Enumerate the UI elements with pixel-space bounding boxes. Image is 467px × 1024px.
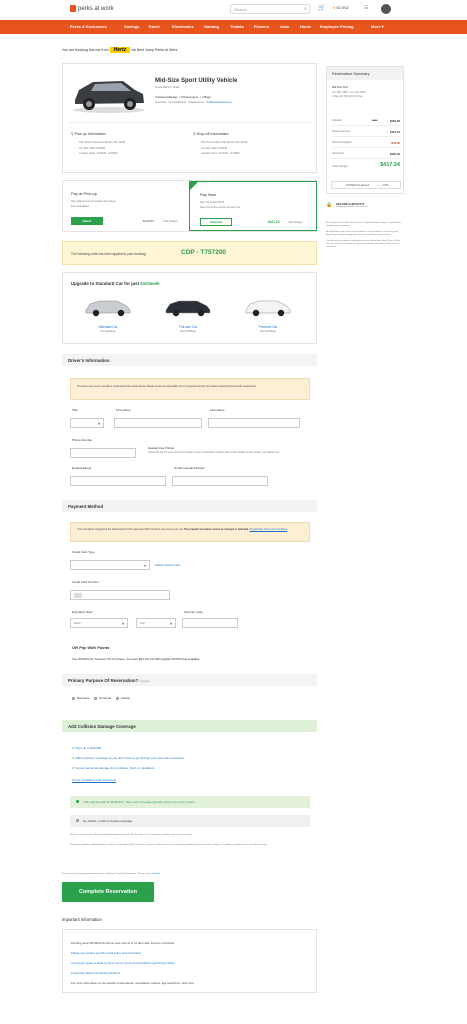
divider: [69, 122, 312, 123]
nav-item-2[interactable]: Travel: [148, 24, 160, 29]
chevron-down-icon: ▾: [169, 621, 172, 626]
check-icon: ✔: [72, 746, 75, 750]
upgrade-option-1[interactable]: Full-size Car Plus $10/Week: [153, 293, 223, 341]
map-pin-icon: ⚲: [193, 132, 196, 136]
complete-reservation-button[interactable]: Complete Reservation: [62, 882, 154, 902]
check-icon: ✔: [72, 756, 75, 760]
purpose-radio-personal[interactable]: Personal: [94, 696, 111, 700]
purpose-radio-business[interactable]: Business: [72, 696, 89, 700]
exp-month-select[interactable]: Month ▾: [70, 618, 128, 628]
rental-policy-link[interactable]: Please see location specific rental policy and information: [71, 951, 142, 955]
card-number-input[interactable]: [70, 590, 170, 600]
search-icon[interactable]: ⌕: [304, 6, 307, 12]
car-subtitle: Toyota RAV4 or Similar: [155, 86, 180, 89]
reservation-summary: Reservation Summary Mid-Size SUV Jun 19th, 2018 - Jun 21st, 2018 2 Days @ USD 221.00 / Day Subtotal $442 $384.28 Taxes and Fees $113.04 Discount Applied -$43.56 Total Price $460.46 Total Charges $417.24 WOWPoints Earned ● 3,333: [326, 66, 404, 194]
important-info-box: Pending travel WOWPoints will not post until up to 21 days after travel is completed. Please see location specific rental policy and information You hereby agree to abide by Next Jump's Terms And Conditions and Privacy Policy. Frequently Asked Car Rental Questions For more information on car-specific rental policies, cancellation policies, age restrictions, click here.: [62, 929, 317, 993]
selected-corner: [190, 182, 198, 190]
nav-item-9[interactable]: Employee Pricing: [320, 24, 354, 29]
last-name-input[interactable]: [208, 418, 300, 428]
search-input[interactable]: Search ⌕: [230, 4, 310, 14]
driver-warning: The driver may need to provide a credit card at the rental counter. Please review the acceptable forms of payment for this car rental to determine the specific requirement.: [70, 378, 310, 400]
nav-item-1[interactable]: Savings: [124, 24, 140, 29]
car-image: [243, 295, 293, 317]
select-saved-card-link[interactable]: Select Saved Card: [155, 563, 181, 567]
pay-at-pickup-option[interactable]: Pay at Pick-up Pay rental amount at location upon pickup Free cancellation Select $428.80 Total Charges: [71, 191, 178, 223]
site-logo[interactable]: perks at work: [70, 5, 114, 12]
collision-benefits: ✔ Pays up to $40,000 ✔ Offers primary coverage so you don't have to go through your own auto insurance ✔ Covers rental car damage from collision, theft, or vandalism.: [72, 746, 184, 770]
nav-item-6[interactable]: Flowers: [254, 24, 270, 29]
divider: [332, 158, 400, 159]
email-input[interactable]: [70, 476, 166, 486]
booking-banner: You are booking this car from Hertz via Next Jump Perks at Work: [62, 47, 178, 53]
go-now-link[interactable]: Go Now: [151, 873, 160, 875]
prepaid-terms-link[interactable]: Prepaid Rate Terms and Conditions: [249, 528, 288, 531]
car-image: [163, 295, 213, 317]
points-badge[interactable]: ● 62,902: [333, 5, 349, 10]
exp-year-select[interactable]: Year ▾: [136, 618, 176, 628]
map-pin-icon: ⚲: [71, 132, 74, 136]
payment-warning: Your card will be charged for the total amount of this reservation $417.24 when you reserve your car. This prepaid reservation cannot be changed or refunded. Prepaid Rate Terms and Conditions: [70, 522, 310, 542]
nav-item-0[interactable]: Perks & Exclusives: [70, 24, 107, 29]
divider: [332, 136, 400, 137]
chevron-down-icon: ▾: [143, 563, 146, 568]
dropoff-details: 100 Tremont Street Kla, Boston, MA, 02108 Jun 21st, 2018 12:00PM Location Hours: 12:00AM - 11:59PM: [201, 141, 248, 155]
summary-notes: Next Jump Perks at Work will send your credit information to Hertz Corporation to complete your reservation. All rates/fees in your rental car reservation is pre-tax advance. Rates may vary depending on optional equipment and extras purchased at the counter. You will receive a separate confirmation via email from Next Jump Perks at Work. You can view this reservation at any time via the Account section of the site or e-mail below.: [326, 222, 401, 248]
avatar[interactable]: [381, 4, 391, 14]
select-pay-pickup-button[interactable]: Select: [71, 217, 103, 225]
main-nav: [0, 20, 467, 34]
payment-section-header: Payment Method: [62, 500, 317, 512]
check-icon: ✔: [72, 766, 75, 770]
car-card: [62, 63, 317, 173]
phone-input[interactable]: [70, 448, 136, 458]
upgrade-car-name[interactable]: Full-size Car: [179, 325, 197, 329]
additional-equipment-link[interactable]: Additional Equipment ▸: [206, 101, 233, 104]
title-select[interactable]: [70, 418, 104, 428]
chevron-down-icon: ▾: [121, 621, 124, 626]
terms-privacy-link[interactable]: You hereby agree to abide by Next Jump's Terms And Conditions and Privacy Policy.: [71, 961, 176, 965]
coverage-yes-option[interactable]: YES, add this plan for $9.99/day*. Save now! Coverage typically costs more at the counter.: [70, 796, 310, 808]
coverage-no-option[interactable]: No, thanks. I prefer to decline coverage.: [70, 815, 310, 827]
nav-item-8[interactable]: Home: [300, 24, 312, 29]
collision-section-header: Add Collision Damage Coverage: [62, 720, 317, 732]
coverage-terms-link[interactable]: Terms, conditions and exclusions: [72, 778, 117, 782]
car-features: Unlimited Mileage | 5 Passengers | 4 Bags: [155, 95, 211, 99]
selected-pay-now-button[interactable]: Selected: [200, 218, 232, 226]
chevron-down-icon: ▾: [97, 421, 100, 426]
discount-code: CDP - T757200: [181, 249, 227, 256]
car-title: Mid-Size Sport Utility Vehicle: [155, 78, 238, 84]
nav-item-4[interactable]: Gaming: [204, 24, 219, 29]
no-radio: [76, 819, 79, 822]
purpose-radio-family[interactable]: Family: [116, 696, 130, 700]
use-points-checkbox[interactable]: Use WOWPoints Towards This Purchase. You have $94,122 (41,360) eligible WOWPoints available.: [72, 657, 201, 661]
car-features-2: Automatic · Air Conditioning · Unleaded Fuel · Additional Equipment ▸: [155, 101, 233, 104]
pay-now-option[interactable]: Pay Now Pay now to save $6.29 Save time at the counter and pay now Selected $417.24 Total Charges: [189, 181, 317, 231]
driver-section-header: Driver's Information: [62, 354, 317, 366]
top-header: [0, 0, 467, 18]
logo-icon: [70, 5, 76, 12]
yes-radio: [76, 800, 79, 803]
coin-icon: ●: [333, 5, 336, 10]
upgrade-car-name[interactable]: Standard Car: [98, 325, 118, 329]
credit-card-icon: [74, 593, 82, 598]
nav-item-7[interactable]: Auto: [280, 24, 290, 29]
nav-item-10[interactable]: More ▾: [371, 24, 384, 29]
confirm-email-input[interactable]: [172, 476, 268, 486]
purpose-options: [72, 696, 130, 700]
lock-icon: 🔒: [326, 202, 333, 208]
nav-item-3[interactable]: Electronics: [172, 24, 194, 29]
menu-icon[interactable]: ☰: [364, 5, 369, 11]
pickup-details: 100 Tremont Street Kla, Boston, MA, 02108 Jun 19th, 2018 12:00PM Location Hours: 12:00AM - 11:59PM: [79, 141, 126, 155]
wowpoints-earned: WOWPoints Earned ● 3,333: [331, 181, 401, 189]
first-name-input[interactable]: [114, 418, 202, 428]
upgrade-card: Upgrade to Standard Car for just $10/week Standard Car Plus $2/Week Full-size Car Plus $10/Week Premium Car Plus $14/Week: [62, 272, 317, 344]
pay-options: [62, 180, 317, 232]
car-image: [83, 295, 133, 317]
card-type-select[interactable]: [70, 560, 150, 570]
purpose-section-header: Primary Purpose Of Reservation? Optional: [62, 674, 317, 686]
upgrade-car-name[interactable]: Premium Car: [258, 325, 278, 329]
dropoff-title: ⚲ Drop-off Information: [193, 132, 229, 136]
code-banner: The following code has been applied to your booking: CDP - T757200: [62, 241, 317, 265]
coin-icon: ●: [378, 184, 380, 187]
nav-item-5[interactable]: Tickets: [230, 24, 244, 29]
upgrade-option-0[interactable]: Standard Car Plus $2/Week: [73, 293, 143, 341]
upgrade-option-2[interactable]: Premium Car Plus $14/Week: [233, 293, 303, 341]
faq-link[interactable]: Frequently Asked Car Rental Questions: [71, 971, 121, 975]
pickup-title: ⚲ Pick-up Information: [71, 132, 106, 136]
divider: [332, 125, 400, 126]
cart-icon[interactable]: 🛒: [318, 5, 326, 11]
car-image: [69, 72, 149, 114]
hertz-logo: Hertz: [110, 47, 131, 53]
security-code-input[interactable]: [182, 618, 238, 628]
divider: [332, 147, 400, 148]
